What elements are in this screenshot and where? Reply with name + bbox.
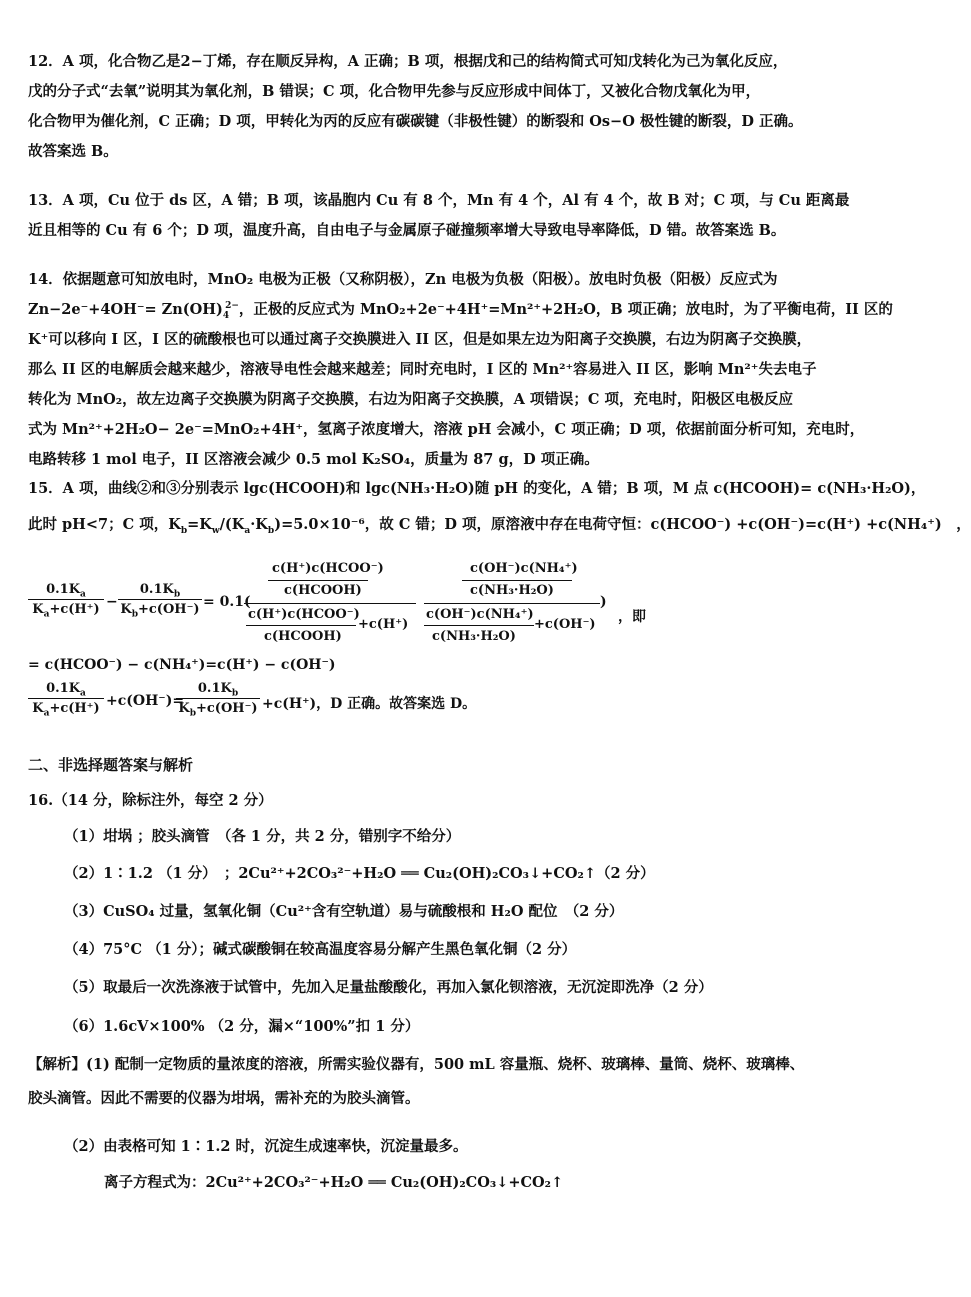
answer-13	[28, 186, 876, 246]
numerator: $0.1K_b$	[176, 681, 260, 699]
answer-16-title: 16.（14 分，除标注外，每空 2 分）	[28, 792, 273, 809]
subscript: b	[180, 525, 188, 536]
answer-16-item: （4）75°C （1 分）；碱式碳酸铜在较高温度容易分解产生黑色氧化铜（2 分）	[64, 941, 577, 958]
answer-14-line: 14．依据题意可知放电时，MnO₂ 电极为正极（又称阴极），Zn 电极为负极（阳极）。放电时负极（阳极）反应式为	[28, 271, 778, 288]
subscript: a	[244, 525, 251, 536]
ionic-equation: 离子方程式为：2Cu²⁺+2CO₃²⁻+H₂O ══ Cu₂(OH)₂CO₃↓+CO₂↑	[104, 1174, 564, 1191]
numerator: $0.1K_a$	[28, 582, 104, 600]
answer-13-line: 13．A 项，Cu 位于 ds 区，A 错；B 项，该晶胞内 Cu 有 8 个，Mn 有 4 个，Al 有 4 个，故 B 对；C 项，与 Cu 距离最	[28, 192, 850, 209]
answer-15-text: )=5.0×10⁻⁶，故 C 错；D 项，原溶液中存在电荷守恒：c(HCOO⁻) +c(OH⁻)=c(H⁺) +c(NH₄⁺) ，	[274, 516, 971, 533]
answer-12-line: 化合物甲为催化剂，C 正确；D 项，甲转化为丙的反应有碳碳键（非极性键）的断裂和 Os−O 极性键的断裂，D 正确。	[28, 113, 803, 130]
minus-sign: −	[106, 594, 118, 610]
fraction-bar	[462, 580, 572, 581]
big2-bot1: c(OH⁻)c(NH₄⁺)	[426, 607, 534, 622]
numerator: $0.1K_a$	[28, 681, 104, 699]
fraction-kb	[176, 681, 260, 719]
plus-oh-eq: +c(OH⁻)=	[106, 693, 185, 709]
answer-15-conclusion: +c(H⁺)，D 正确。故答案选 D。	[262, 696, 477, 712]
answer-14-line: 电路转移 1 mol 电子，II 区溶液会减少 0.5 mol K₂SO₄，质量为 87 g，D 项正确。	[28, 451, 599, 468]
plus-oh: +c(OH⁻)	[534, 617, 596, 632]
fraction-ka	[28, 681, 104, 719]
fraction-bar	[244, 603, 416, 604]
big1-mid: c(HCOOH)	[284, 583, 362, 598]
charge-balance: = c(HCOO⁻) − c(NH₄⁺)=c(H⁺) − c(OH⁻)	[28, 657, 336, 673]
section-heading: 二、非选择题答案与解析	[28, 756, 194, 774]
answer-15-text: 此时 pH<7；C 项，K	[28, 516, 181, 533]
fraction-bar	[268, 580, 368, 581]
big2-top: c(OH⁻)c(NH₄⁺)	[470, 561, 578, 576]
equals-factor: = 0.1(	[203, 594, 251, 610]
answer-12-line: 戊的分子式“去氧”说明其为氧化剂，B 错误；C 项，化合物甲先参与反应形成中间体丁，又被化合物戊氧化为甲，	[28, 83, 761, 100]
ji-text: ，即	[618, 609, 646, 625]
answer-14-text: ，正极的反应式为 MnO₂+2e⁻+4H⁺=Mn²⁺+2H₂O，B 项正确；放电时，为了平衡电荷，II 区的	[238, 301, 893, 318]
answer-16-item: （6）1.6cV×100% （2 分，漏×“100%”扣 1 分）	[64, 1018, 420, 1035]
answer-14-line: 那么 II 区的电解质会越来越少，溶液导电性会越来越差；同时充电时，I 区的 Mn²⁺容易进入 II 区，影响 Mn²⁺失去电子	[28, 361, 817, 378]
plus-h: +c(H⁺)	[358, 617, 409, 632]
answer-14-line: K⁺可以移向 I 区，I 区的硫酸根也可以通过离子交换膜进入 II 区，但是如果左边为阳离子交换膜，右边为阴离子交换膜，	[28, 331, 812, 348]
answer-16-item: （2）1∶1.2 （1 分） ；2Cu²⁺+2CO₃²⁻+H₂O ══ Cu₂(OH)₂CO₃↓+CO₂↑（2 分）	[64, 865, 655, 882]
big1-bot2: c(HCOOH)	[264, 629, 342, 644]
subscript: b	[267, 525, 275, 536]
answer-14-line: 式为 Mn²⁺+2H₂O− 2e⁻=MnO₂+4H⁺，氢离子浓度增大，溶液 pH 会减小，C 项正确；D 项，依据前面分析可知，充电时，	[28, 421, 865, 438]
big2-bot2: c(NH₃·H₂O)	[432, 629, 516, 644]
answer-16-item: （5）取最后一次洗涤液于试管中，先加入足量盐酸酸化，再加入氯化钡溶液，无沉淀即洗净（2 分）	[64, 979, 713, 996]
numerator: $0.1K_b$	[118, 582, 202, 600]
analysis-2: （2）由表格可知 1∶1.2 时，沉淀生成速率快，沉淀量最多。	[64, 1138, 468, 1155]
answer-13-line: 近且相等的 Cu 有 6 个；D 项，温度升高，自由电子与金属原子碰撞频率增大导致电导率降低，D 错。故答案选 B。	[28, 222, 786, 239]
subscript: w	[211, 525, 220, 536]
answer-16-item: （1）坩埚 ；胶头滴管 （各 1 分，共 2 分，错别字不给分）	[64, 828, 461, 845]
fraction-bar	[424, 603, 600, 604]
answer-15-line: 15．A 项，曲线②和③分别表示 lgc(HCOOH)和 lgc(NH₃·H₂O)随 pH 的变化，A 错；B 项，M 点 c(HCOOH)= c(NH₃·H₂O)，	[28, 480, 926, 497]
denominator: $K_b+c(OH^-)$	[178, 701, 258, 719]
denominator: $K_a+c(H^+)$	[32, 701, 100, 719]
answer-12	[28, 47, 876, 167]
answer-15-text: ·K	[250, 516, 268, 533]
analysis-line: 胶头滴管。因此不需要的仪器为坩埚，需补充的为胶头滴管。	[28, 1090, 420, 1107]
answer-16-head	[28, 786, 876, 816]
zn-equation: Zn−2e⁻+4OH⁻= Zn(OH)	[28, 301, 223, 318]
big2-mid: c(NH₃·H₂O)	[470, 583, 554, 598]
denominator: $K_a+c(H^+)$	[32, 602, 100, 620]
analysis-line: 【解析】(1) 配制一定物质的量浓度的溶液，所需实验仪器有，500 mL 容量瓶、烧杯、玻璃棒、量筒、烧杯、玻璃棒、	[28, 1056, 805, 1073]
fraction-kb	[118, 582, 202, 620]
denominator: $K_b+c(OH^-)$	[120, 602, 200, 620]
analysis	[28, 1048, 876, 1116]
big1-bot1: c(H⁺)c(HCOO⁻)	[248, 607, 360, 622]
big1-top: c(H⁺)c(HCOO⁻)	[272, 561, 384, 576]
answer-12-line: 12．A 项，化合物乙是2−丁烯，存在顺反异构，A 正确；B 项，根据戊和己的结构简式可知戊转化为己为氧化反应，	[28, 53, 788, 70]
answer-14	[28, 265, 893, 475]
close-paren: )	[600, 594, 607, 610]
answer-15-text: /(K	[219, 516, 245, 533]
answer-14-line: $Zn-2e^-+4OH^-= Zn(OH)_4^{2-}$，正极的反应式为 MnO₂+2e⁻+4H⁺=Mn²⁺+2H₂O，B 项正确；放电时，为了平衡电荷，II 区的	[28, 301, 893, 321]
answer-15	[28, 474, 971, 540]
answer-15-line	[28, 510, 971, 540]
answer-14-line: 转化为 MnO₂，故左边离子交换膜为阴离子交换膜，右边为阳离子交换膜，A 项错误；C 项，充电时，阳极区电极反应	[28, 391, 794, 408]
answer-16-item: （3）CuSO₄ 过量，氢氧化铜（Cu²⁺含有空轨道）易与硫酸根和 H₂O 配位 （2 分）	[64, 903, 624, 920]
fraction-bar	[246, 625, 356, 626]
answer-15-text: =K	[187, 516, 212, 533]
answer-12-line: 故答案选 B。	[28, 143, 118, 160]
fraction-ka	[28, 582, 104, 620]
fraction-bar	[424, 625, 534, 626]
